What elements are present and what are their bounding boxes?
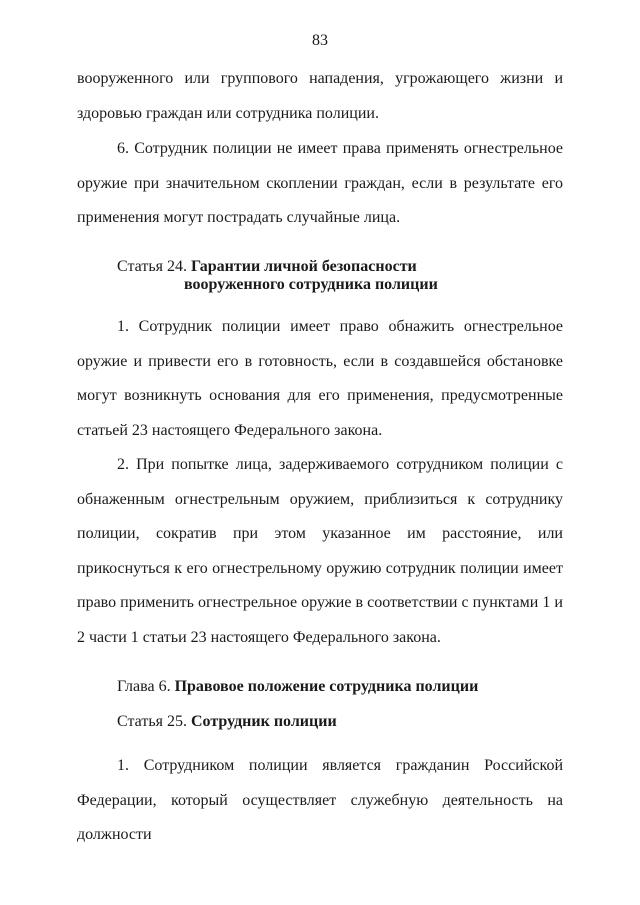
- chapter-6-prefix: Глава 6.: [117, 678, 171, 695]
- article-25-heading: [117, 711, 337, 733]
- article-25-prefix: Статья 25.: [117, 713, 187, 730]
- article-24-title-line2: вооруженного сотрудника полиции: [184, 276, 438, 293]
- article-25-title: Сотрудник полиции: [190, 713, 337, 730]
- article-24-paragraph-2: 2. При попытке лица, задерживаемого сотрудником полиции с обнаженным огнестрельным оружием, приблизиться к сотруднику полиции, сократив при этом указанное им расстояние, или прикоснуться к его огнестрельному оружию сотрудник полиции имеет право применить огнестрельное оружие в соответствии с пунктами 1 и 2 части 1 статьи 23 настоящего Федерального закона.: [77, 456, 563, 646]
- article-24-paragraph-1: 1. Сотрудник полиции имеет право обнажить огнестрельное оружие и привести его в готовность, если в создавшейся обстановке могут возникнуть основания для его применения, предусмотренные статьей 23 настоящего Федерального закона.: [77, 318, 563, 439]
- paragraph-6: 6. Сотрудник полиции не имеет права применять огнестрельное оружие при значительном скоплении граждан, если в результате его применения могут пострадать случайные лица.: [77, 140, 563, 226]
- paragraph-continuation: вооруженного или группового нападения, угрожающего жизни и здоровью граждан или сотрудника полиции.: [77, 70, 563, 122]
- chapter-6-heading: [117, 676, 478, 698]
- article-24-prefix: Статья 24.: [117, 258, 187, 275]
- chapter-6-title: Правовое положение сотрудника полиции: [174, 678, 479, 695]
- page-number: 83: [312, 32, 328, 49]
- article-25-paragraph-1: 1. Сотрудником полиции является гражданин Российской Федерации, который осуществляет служебную деятельность на должности: [77, 757, 563, 843]
- article-24-title-line1: Гарантии личной безопасности: [190, 258, 417, 275]
